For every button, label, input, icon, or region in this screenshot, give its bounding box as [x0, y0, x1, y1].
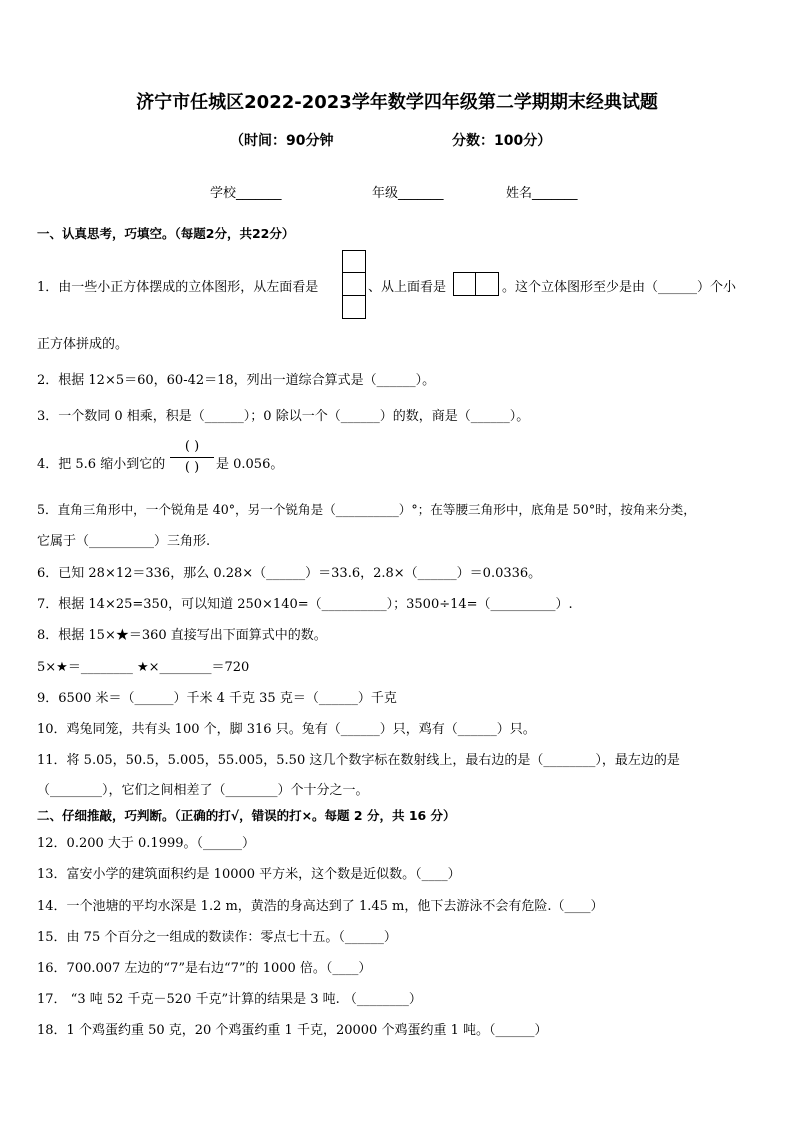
page-title: 济宁市任城区2022-2023学年数学四年级第二学期期末经典试题: [136, 92, 658, 113]
score-label: 分数：100分）: [452, 133, 552, 149]
question-1-part-c: 。这个立体图形至少是由（______）个小: [502, 280, 737, 295]
question-1-part-a: 1．由一些小正方体摆成的立体图形，从左面看是: [37, 280, 319, 295]
question-1-part-d: 正方体拼成的。: [37, 337, 129, 352]
school-field: 学校_______: [210, 186, 282, 201]
question-18: 18．1 个鸡蛋约重 50 克，20 个鸡蛋约重 1 千克，20000 个鸡蛋约重 1 吨。（______）: [37, 1023, 548, 1038]
question-5-line-2: 它属于（__________）三角形.: [37, 534, 211, 549]
question-11-line-1: 11．将 5.05，50.5，5.005，55.005，5.50 这几个数字标在数射线上，最右边的是（________），最左边的是: [37, 753, 680, 768]
question-7: 7．根据 14×25=350，可以知道 250×140=（__________）；3500÷14=（__________）.: [37, 597, 573, 612]
question-4-part-b: 是 0.056。: [216, 457, 284, 472]
question-12: 12．0.200 大于 0.1999。（______）: [37, 836, 256, 851]
left-view-square-middle: [342, 272, 366, 296]
section-heading-2: 二、仔细推敲，巧判断。（正确的打√，错误的打×。每题 2 分，共 16 分）: [37, 808, 456, 823]
fraction-numerator: ( ): [184, 439, 200, 454]
time-label: （时间：90分钟: [230, 133, 334, 149]
top-view-square-left: [453, 272, 477, 296]
left-view-square-top: [342, 250, 366, 274]
fraction-bar: [170, 457, 214, 458]
question-1-part-b: 、从上面看是: [368, 280, 447, 295]
question-6: 6．已知 28×12＝336，那么 0.28×（______）＝33.6，2.8×（______）＝0.0336。: [37, 566, 542, 581]
top-view-square-right: [475, 272, 499, 296]
question-15: 15．由 75 个百分之一组成的数读作：零点七十五。（______）: [37, 930, 397, 945]
question-9: 9．6500 米＝（______）千米 4 千克 35 克＝（______）千克: [37, 691, 397, 706]
question-13: 13．富安小学的建筑面积约是 10000 平方米，这个数是近似数。（____）: [37, 867, 461, 882]
name-field: 姓名_______: [506, 186, 578, 201]
grade-field: 年级_______: [372, 186, 444, 201]
question-2: 2．根据 12×5＝60，60-42＝18，列出一道综合算式是（______）。: [37, 373, 436, 388]
question-8-blanks: 5×★＝________ ★×________＝720: [37, 660, 250, 675]
question-10: 10．鸡兔同笼，共有头 100 个，脚 316 只。兔有（______）只，鸡有（______）只。: [37, 722, 536, 737]
fraction-blank: [170, 438, 214, 477]
question-8: 8．根据 15×★＝360 直接写出下面算式中的数。: [37, 628, 327, 643]
question-4-part-a: 4．把 5.6 缩小到它的: [37, 457, 166, 472]
question-16: 16．700.007 左边的“7”是右边“7”的 1000 倍。（____）: [37, 961, 372, 976]
question-17: 17． “3 吨 52 千克－520 千克”计算的结果是 3 吨. （________）: [37, 992, 422, 1007]
fraction-denominator: ( ): [184, 460, 200, 475]
question-5-line-1: 5．直角三角形中，一个锐角是 40°，另一个锐角是（__________）°；在等腰三角形中，底角是 50°时，按角来分类，: [37, 502, 696, 517]
left-view-square-bottom: [342, 295, 366, 319]
question-3: 3．一个数同 0 相乘，积是（______）；0 除以一个（______）的数，商是（______）。: [37, 409, 530, 424]
question-14: 14．一个池塘的平均水深是 1.2 m，黄浩的身高达到了 1.45 m，他下去游泳不会有危险.（____）: [37, 899, 604, 914]
section-heading-1: 一、认真思考，巧填空。（每题2分，共22分）: [37, 226, 295, 241]
question-11-line-2: （________），它们之间相差了（________）个十分之一。: [37, 783, 369, 798]
